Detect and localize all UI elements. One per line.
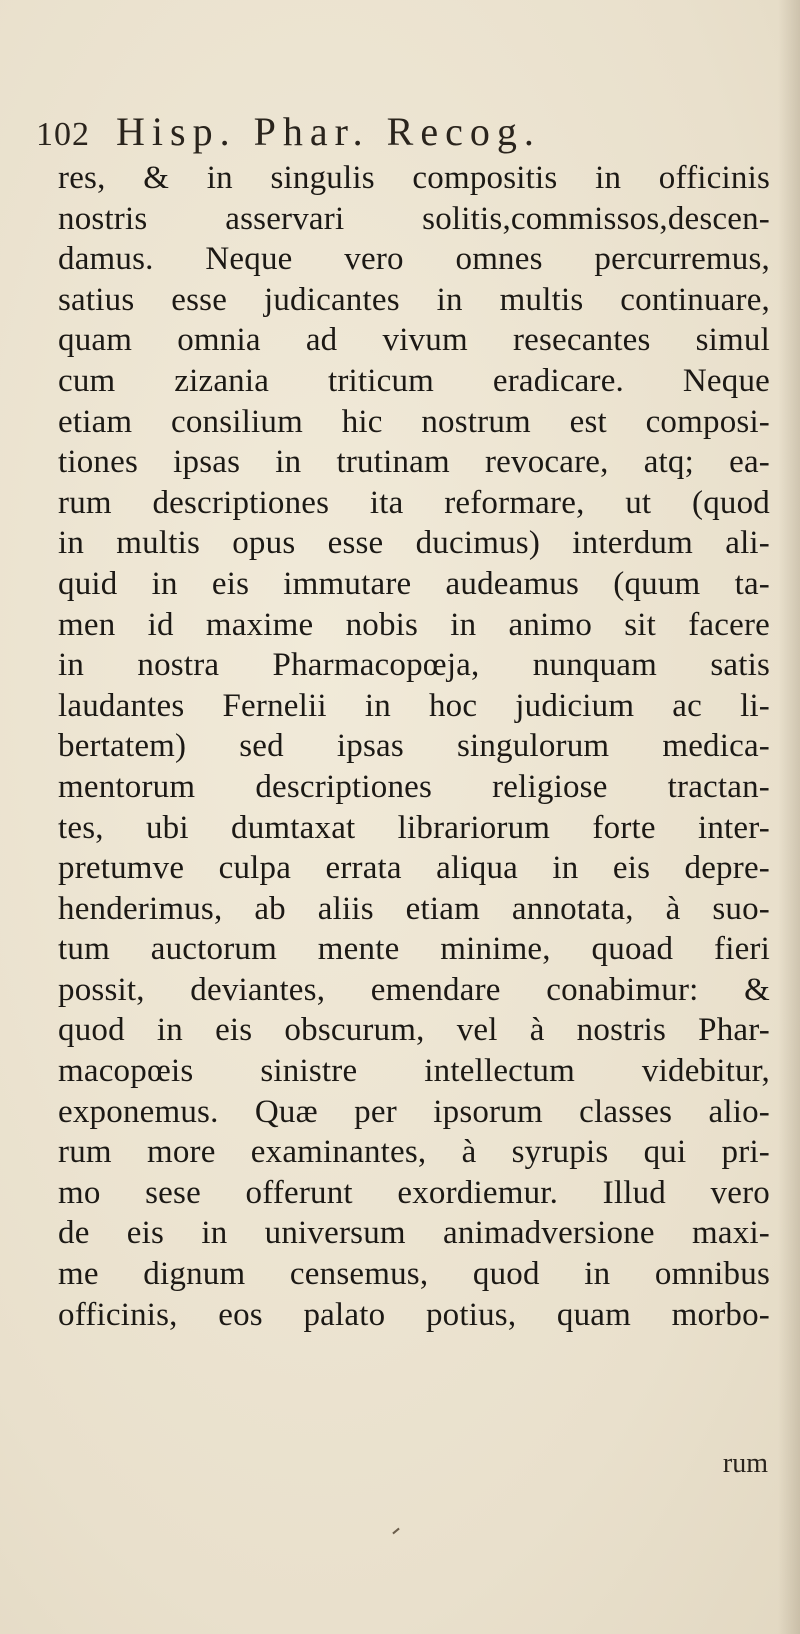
text-line: in multis opus esse ducimus) interdum ali- xyxy=(58,525,770,562)
body-text xyxy=(58,158,770,1335)
text-line: pretumve culpa errata aliqua in eis depre- xyxy=(58,850,770,887)
text-line: officinis, eos palato potius, quam morbo- xyxy=(58,1296,770,1333)
text-line: nostris asservari solitis,commissos,descen- xyxy=(58,200,770,237)
text-line: possit, deviantes, emendare conabimur: & xyxy=(58,971,770,1008)
text-line: rum more examinantes, à syrupis qui pri- xyxy=(58,1134,770,1171)
text-line: in nostra Pharmacopœja, nunquam satis xyxy=(58,647,770,684)
text-line: exponemus. Quæ per ipsorum classes alio- xyxy=(58,1093,770,1130)
text-line: tes, ubi dumtaxat librariorum forte inter- xyxy=(58,809,770,846)
text-line: satius esse judicantes in multis continuare, xyxy=(58,281,770,318)
page-gutter-shadow xyxy=(778,0,800,1634)
text-line: res, & in singulis compositis in officinis xyxy=(58,160,770,196)
text-line: quid in eis immutare audeamus (quum ta- xyxy=(58,565,770,602)
stray-ink-mark xyxy=(392,1528,399,1535)
text-line: quod in eis obscurum, vel à nostris Phar- xyxy=(58,1012,770,1049)
text-line: mentorum descriptiones religiose tractan- xyxy=(58,768,770,805)
text-line: macopœis sinistre intellectum videbitur, xyxy=(58,1053,770,1090)
text-line: tum auctorum mente minime, quoad fieri xyxy=(58,931,770,968)
catchword: rum xyxy=(722,1448,768,1479)
text-line: damus. Neque vero omnes percurremus, xyxy=(58,241,770,278)
text-line: men id maxime nobis in animo sit facere xyxy=(58,606,770,643)
text-line: mo sese offerunt exordiemur. Illud vero xyxy=(58,1174,770,1211)
running-title: Hisp. Phar. Recog. xyxy=(116,109,541,154)
running-head xyxy=(36,108,766,154)
text-line: tiones ipsas in trutinam revocare, atq; ea- xyxy=(58,444,770,481)
text-line: bertatem) sed ipsas singulorum medica- xyxy=(58,728,770,765)
text-line: rum descriptiones ita reformare, ut (quod xyxy=(58,484,770,521)
page-number: 102 xyxy=(36,116,90,153)
text-line: me dignum censemus, quod in omnibus xyxy=(58,1256,770,1293)
text-line: etiam consilium hic nostrum est composi- xyxy=(58,403,770,440)
text-line: de eis in universum animadversione maxi- xyxy=(58,1215,770,1252)
text-line: quam omnia ad vivum resecantes simul xyxy=(58,322,770,359)
text-line: cum zizania triticum eradicare. Neque xyxy=(58,362,770,399)
text-line: laudantes Fernelii in hoc judicium ac li- xyxy=(58,687,770,724)
text-line: henderimus, ab aliis etiam annotata, à suo- xyxy=(58,890,770,927)
